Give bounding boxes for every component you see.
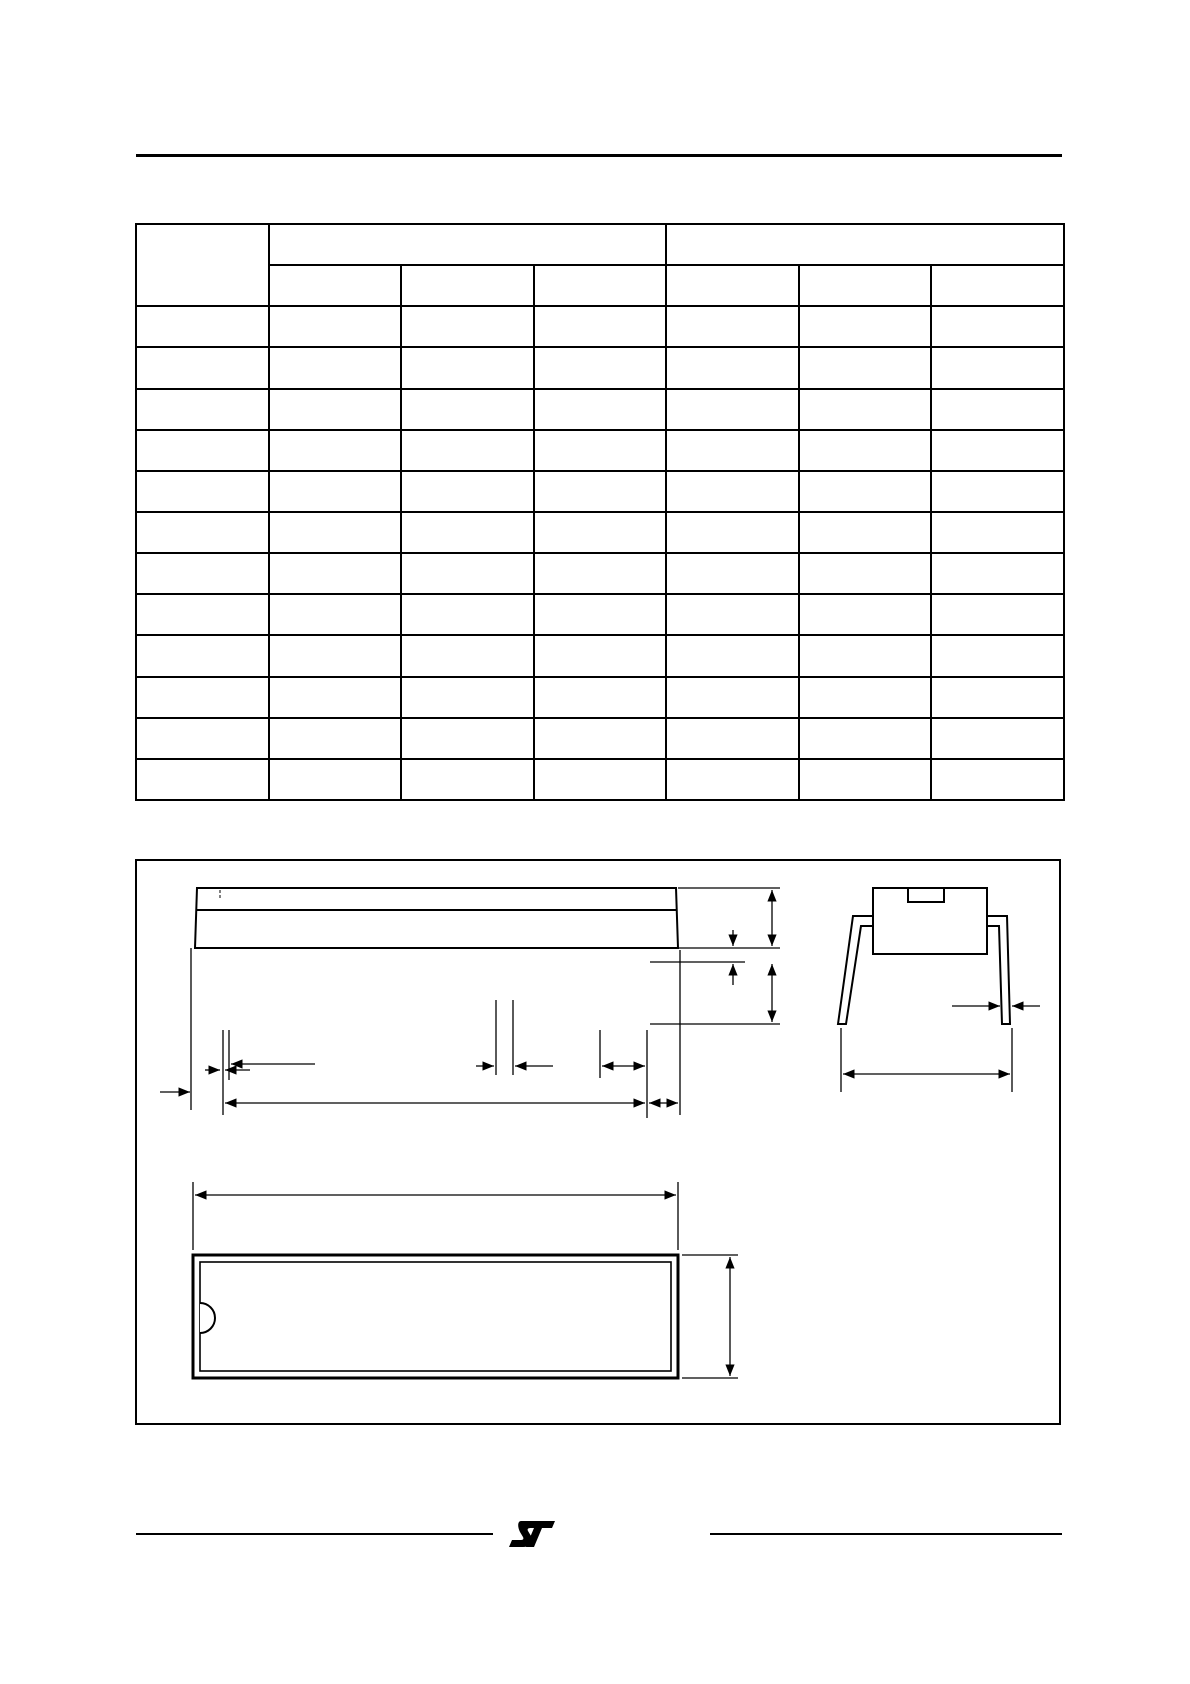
footer-rule-left: [136, 1533, 493, 1535]
st-logo: [505, 1516, 705, 1552]
st-logo-icon: [507, 1519, 557, 1549]
end-view: [838, 888, 1010, 1024]
side-view: [195, 888, 678, 948]
top-view-dimensions: [193, 1182, 738, 1378]
top-view: [193, 1255, 678, 1378]
footer-rule-right: [710, 1533, 1062, 1535]
side-view-dimensions: [160, 888, 780, 1118]
